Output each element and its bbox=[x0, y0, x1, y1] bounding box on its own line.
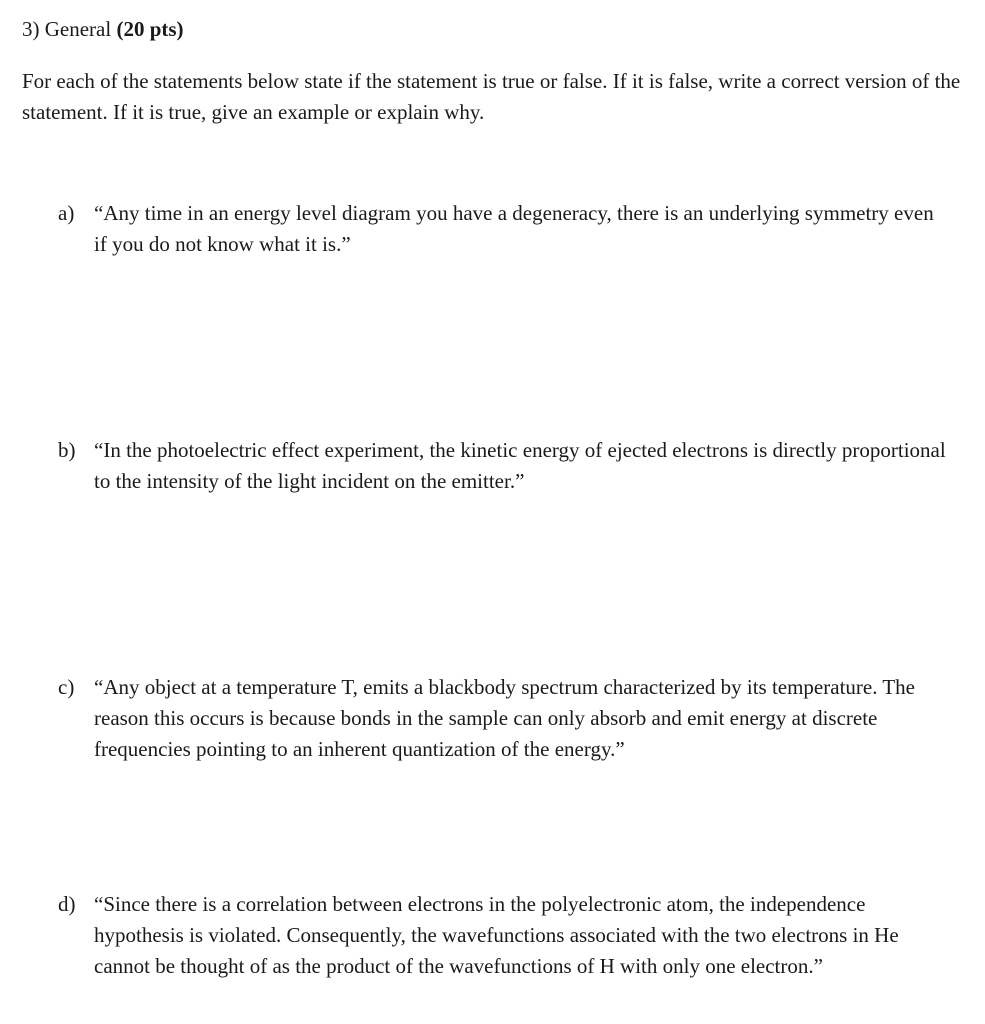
section-points: (20 pts) bbox=[116, 17, 184, 41]
question-marker: b) bbox=[58, 438, 76, 462]
question-marker: c) bbox=[58, 675, 75, 699]
question-d bbox=[58, 889, 948, 982]
question-b bbox=[58, 435, 948, 497]
question-statement: “Since there is a correlation between electrons in the polyelectronic atom, the independence hypothesis is violated. Consequently, the wavefunctions associated with the two electrons in He cannot be thought of as the product of the wavefunctions of H with only one electron.” bbox=[94, 892, 899, 978]
question-marker: d) bbox=[58, 892, 76, 916]
question-statement: “In the photoelectric effect experiment, the kinetic energy of ejected electrons is directly proportional to the intensity of the light incident on the emitter.” bbox=[94, 438, 946, 493]
question-a bbox=[58, 198, 948, 260]
section-heading bbox=[22, 16, 184, 42]
instructions-paragraph: For each of the statements below state if the statement is true or false. If it is false, write a correct version of the statement. If it is true, give an example or explain why. bbox=[22, 69, 961, 124]
section-title: General bbox=[44, 17, 112, 41]
question-marker: a) bbox=[58, 201, 75, 225]
question-statement: “Any object at a temperature T, emits a blackbody spectrum characterized by its temperature. The reason this occurs is because bonds in the sample can only absorb and emit energy at discrete frequencies pointing to an inherent quantization of the energy.” bbox=[94, 675, 915, 761]
question-c bbox=[58, 672, 948, 765]
question-statement: “Any time in an energy level diagram you have a degeneracy, there is an underlying symmetry even if you do not know what it is.” bbox=[94, 201, 934, 256]
section-number: 3) bbox=[22, 17, 40, 41]
